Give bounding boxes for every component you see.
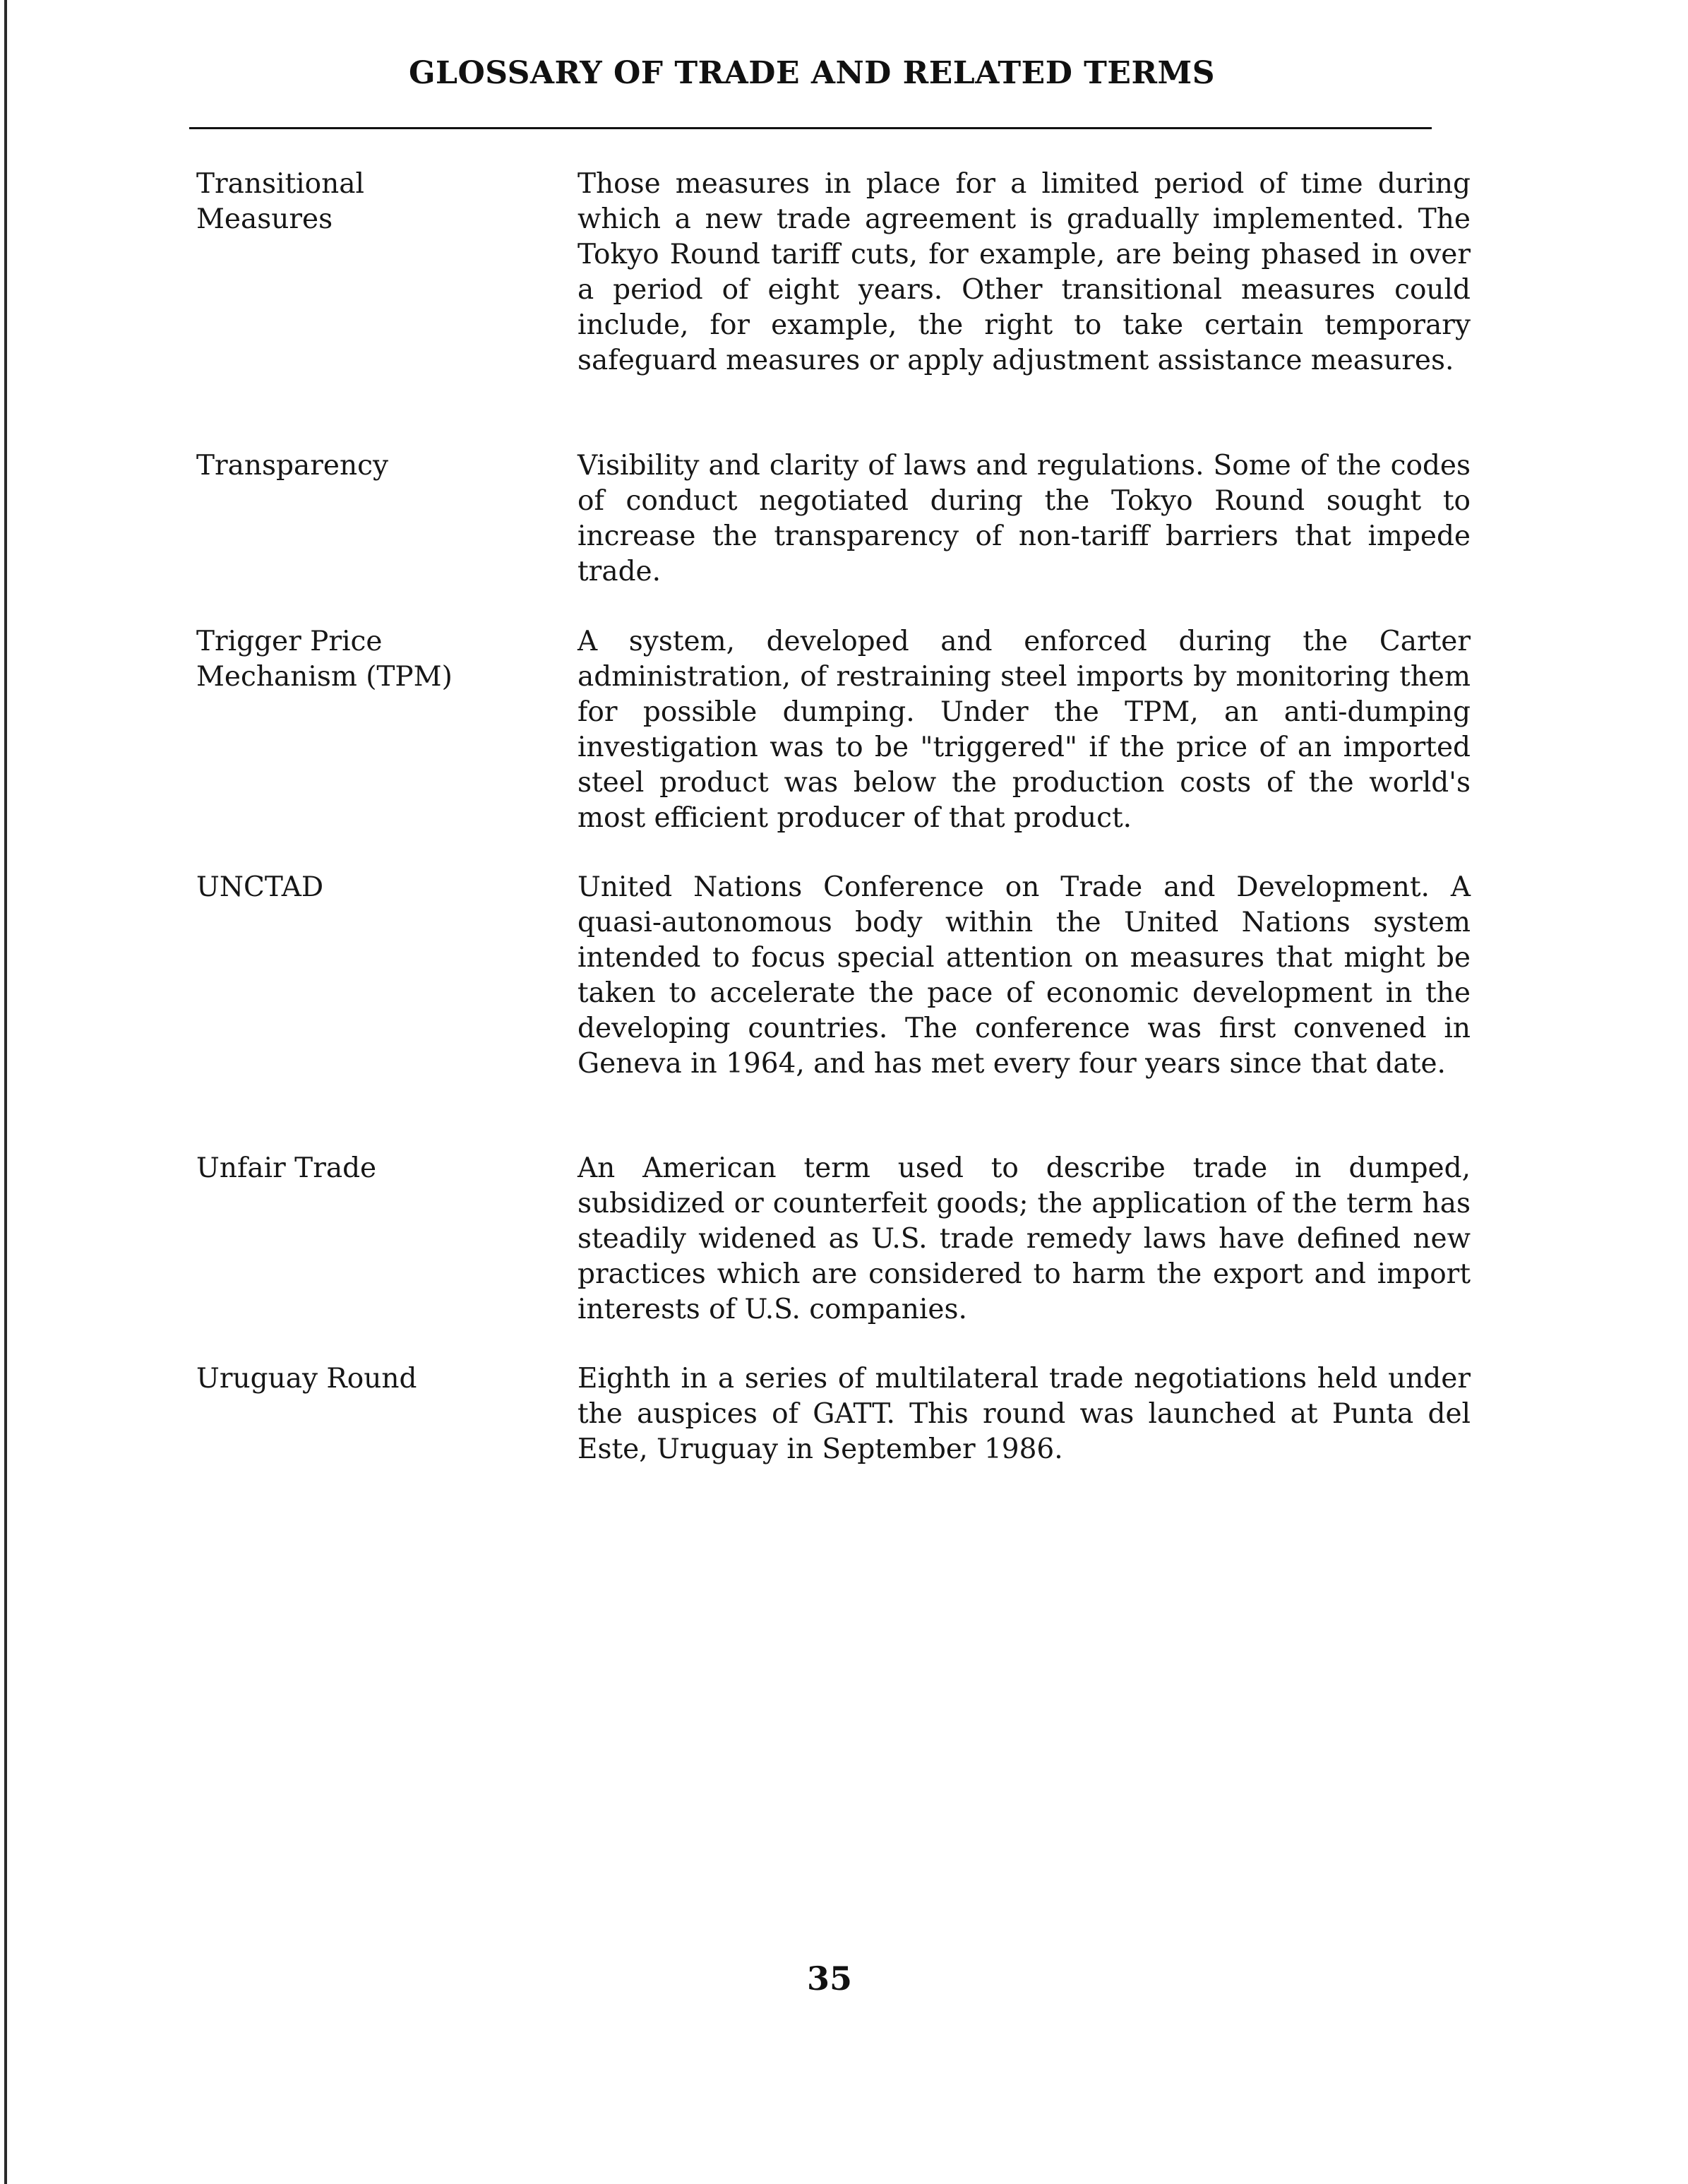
glossary-definition: United Nations Conference on Trade and Development. A quasi-autonomous body within the United Nations system intended to focus special attention on measures that might be taken to accelerate the pace of economic development in the developing countries. The conference was first convened in Geneva in 1964, and has met every four years since that date. (577, 871, 1471, 1080)
glossary-definition: Those measures in place for a limited period of time during which a new trade agreement is gradually implemented. The Tokyo Round tariff cuts, for example, are being phased in over a period of eight years. Other transitional measures could include, for example, the right to take certain temporary safeguard measures or apply adjustment assistance measures. (577, 168, 1471, 376)
glossary-term: Transparency (196, 450, 388, 482)
glossary-definition: Visibility and clarity of laws and regulations. Some of the codes of conduct negotiated during the Tokyo Round sought to increase the transparency of non-tariff barriers that impede trade. (577, 450, 1471, 587)
glossary-definition: A system, developed and enforced during the Carter administration, of restraining steel imports by monitoring them for possible dumping. Under the TPM, an anti-dumping investigation was to be "triggered" if the price of an imported steel product was below the production costs of the world's most efficient producer of that product. (577, 626, 1471, 834)
page-title: GLOSSARY OF TRADE AND RELATED TERMS (408, 55, 1216, 91)
glossary-term: Uruguay Round (196, 1363, 417, 1395)
glossary-term: UNCTAD (196, 871, 324, 903)
page-number: 35 (806, 1959, 852, 1998)
glossary-definition: An American term used to describe trade in dumped, subsidized or counterfeit goods; the application of the term has steadily widened as U.S. trade remedy laws have defined new practices which are considered to harm the export and import interests of U.S. companies. (577, 1152, 1471, 1325)
glossary-term: Unfair Trade (196, 1152, 377, 1184)
glossary-term: Transitional Measures (196, 168, 364, 235)
glossary-term: Trigger Price Mechanism (TPM) (196, 626, 453, 693)
header-divider (189, 127, 1432, 129)
glossary-definition: Eighth in a series of multilateral trade negotiations held under the auspices of GATT. This round was launched at Punta del Este, Uruguay in September 1986. (577, 1363, 1471, 1465)
page-scan-edge (4, 0, 7, 2184)
